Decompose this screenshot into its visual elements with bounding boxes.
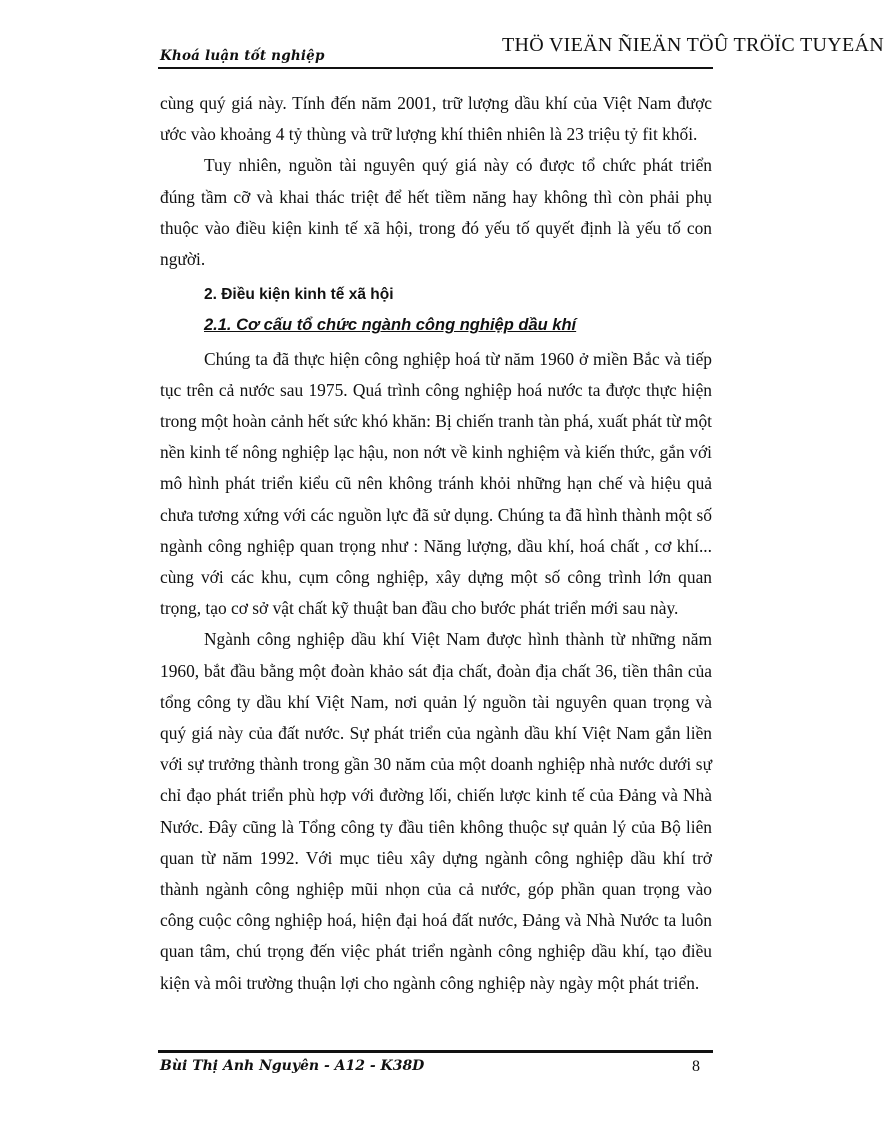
page-number: 8 [692, 1058, 700, 1075]
header-divider [158, 67, 713, 69]
footer-divider [158, 1050, 713, 1053]
header-library-label: THÖ VIEÄN ÑIEÄN TÖÛ TRÖÏC TUYEÁN [502, 34, 884, 56]
paragraph-3: Chúng ta đã thực hiện công nghiệp hoá từ năm 1960 ở miền Bắc và tiếp tục trên cả nước sau 1975. Quá trình công nghiệp hoá nước ta được thực hiện trong một hoàn cảnh hết sức khó khăn: Bị chiến tranh tàn phá, xuất phát từ một nền kinh tế nông nghiệp lạc hậu, non nớt về kinh nghiệm và kiến thức, gắn với mô hình phát triển kiểu cũ nên không tránh khỏi những hạn chế và hiệu quả chưa tương xứng với các nguồn lực đã sử dụng. Chúng ta đã hình thành một số ngành công nghiệp quan trọng như : Năng lượng, dầu khí, hoá chất , cơ khí... cùng với các khu, cụm công nghiệp, xây dựng một số công trình lớn quan trọng, tạo cơ sở vật chất kỹ thuật ban đầu cho bước phát triển mới sau này. [160, 348, 712, 619]
document-body [160, 88, 712, 999]
section-heading: 2. Điều kiện kinh tế xã hội [204, 286, 394, 304]
paragraph-2: Tuy nhiên, nguồn tài nguyên quý giá này có được tổ chức phát triển đúng tầm cỡ và khai thác triệt để hết tiềm năng hay không thì còn phải phụ thuộc vào điều kiện kinh tế xã hội, trong đó yếu tố quyết định là yếu tố con người. [160, 155, 712, 270]
footer-author: Bùi Thị Anh Nguyên - A12 - K38D [160, 1058, 425, 1074]
header-thesis-label: Khoá luận tốt nghiệp [160, 48, 325, 64]
paragraph-4: Ngành công nghiệp dầu khí Việt Nam được hình thành từ những năm 1960, bắt đầu bằng một đoàn khảo sát địa chất, đoàn địa chất 36, tiền thân của tổng công ty dầu khí Việt Nam, nơi quản lý nguồn tài nguyên quan trọng và quý giá này của đất nước. Sự phát triển của ngành dầu khí Việt Nam gắn liền với sự trưởng thành trong gần 30 năm của một doanh nghiệp nhà nước dưới sự chỉ đạo phát triển phù hợp với đường lối, chiến lược kinh tế của Đảng và Nhà Nước. Đây cũng là Tổng công ty đầu tiên không thuộc sự quản lý của Bộ liên quan từ năm 1992. Với mục tiêu xây dựng ngành công nghiệp dầu khí trở thành ngành công nghiệp mũi nhọn của cả nước, góp phần quan trọng vào công cuộc công nghiệp hoá, hiện đại hoá đất nước, Đảng và Nhà Nước ta luôn quan tâm, chú trọng đến việc phát triển ngành công nghiệp dầu khí, tạo điều kiện và môi trường thuận lợi cho ngành công nghiệp này ngày một phát triển. [160, 629, 712, 993]
subsection-heading: 2.1. Cơ cấu tổ chức ngành công nghiệp dầu khí [204, 316, 577, 335]
paragraph-1: cùng quý giá này. Tính đến năm 2001, trữ lượng dầu khí của Việt Nam được ước vào khoảng 4 tỷ thùng và trữ lượng khí thiên nhiên là 23 triệu tỷ fit khối. [160, 93, 712, 145]
